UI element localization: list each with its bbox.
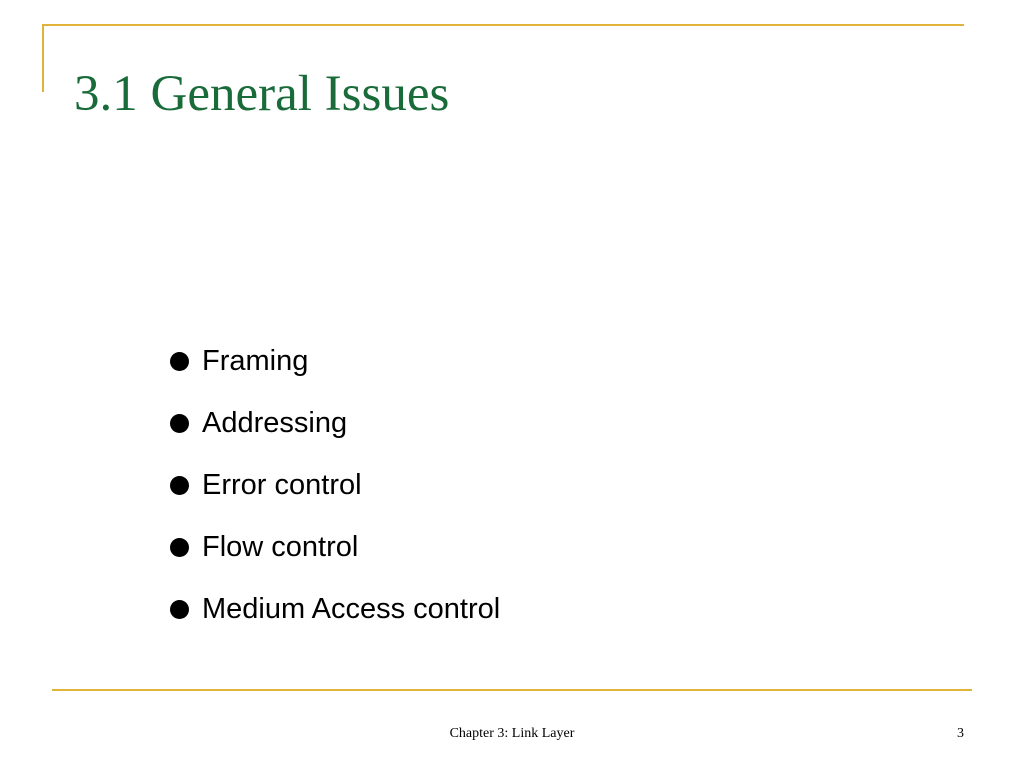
frame-top-rule — [42, 24, 964, 26]
slide-number: 3 — [957, 726, 964, 741]
bullet-item-framing — [170, 330, 500, 392]
bullet-item-error-control — [170, 454, 500, 516]
bullet-list — [170, 330, 500, 640]
bullet-label: Framing — [202, 344, 309, 377]
bullet-label: Medium Access control — [202, 592, 501, 625]
footer-chapter-label: Chapter 3: Link Layer — [449, 726, 575, 741]
bullet-label: Flow control — [202, 530, 359, 563]
frame-left-rule — [42, 24, 44, 92]
slide-title: 3.1 General Issues — [74, 66, 450, 122]
bullet-item-addressing — [170, 392, 500, 454]
bullet-item-flow-control — [170, 516, 500, 578]
bullet-dot-icon — [170, 476, 189, 495]
bullet-label: Addressing — [202, 406, 348, 439]
bullet-label: Error control — [202, 468, 362, 501]
bullet-dot-icon — [170, 352, 189, 371]
bullet-dot-icon — [170, 600, 189, 619]
bullet-item-medium-access-control — [170, 578, 500, 640]
bullet-dot-icon — [170, 538, 189, 557]
bullet-dot-icon — [170, 414, 189, 433]
footer-rule — [52, 689, 972, 691]
